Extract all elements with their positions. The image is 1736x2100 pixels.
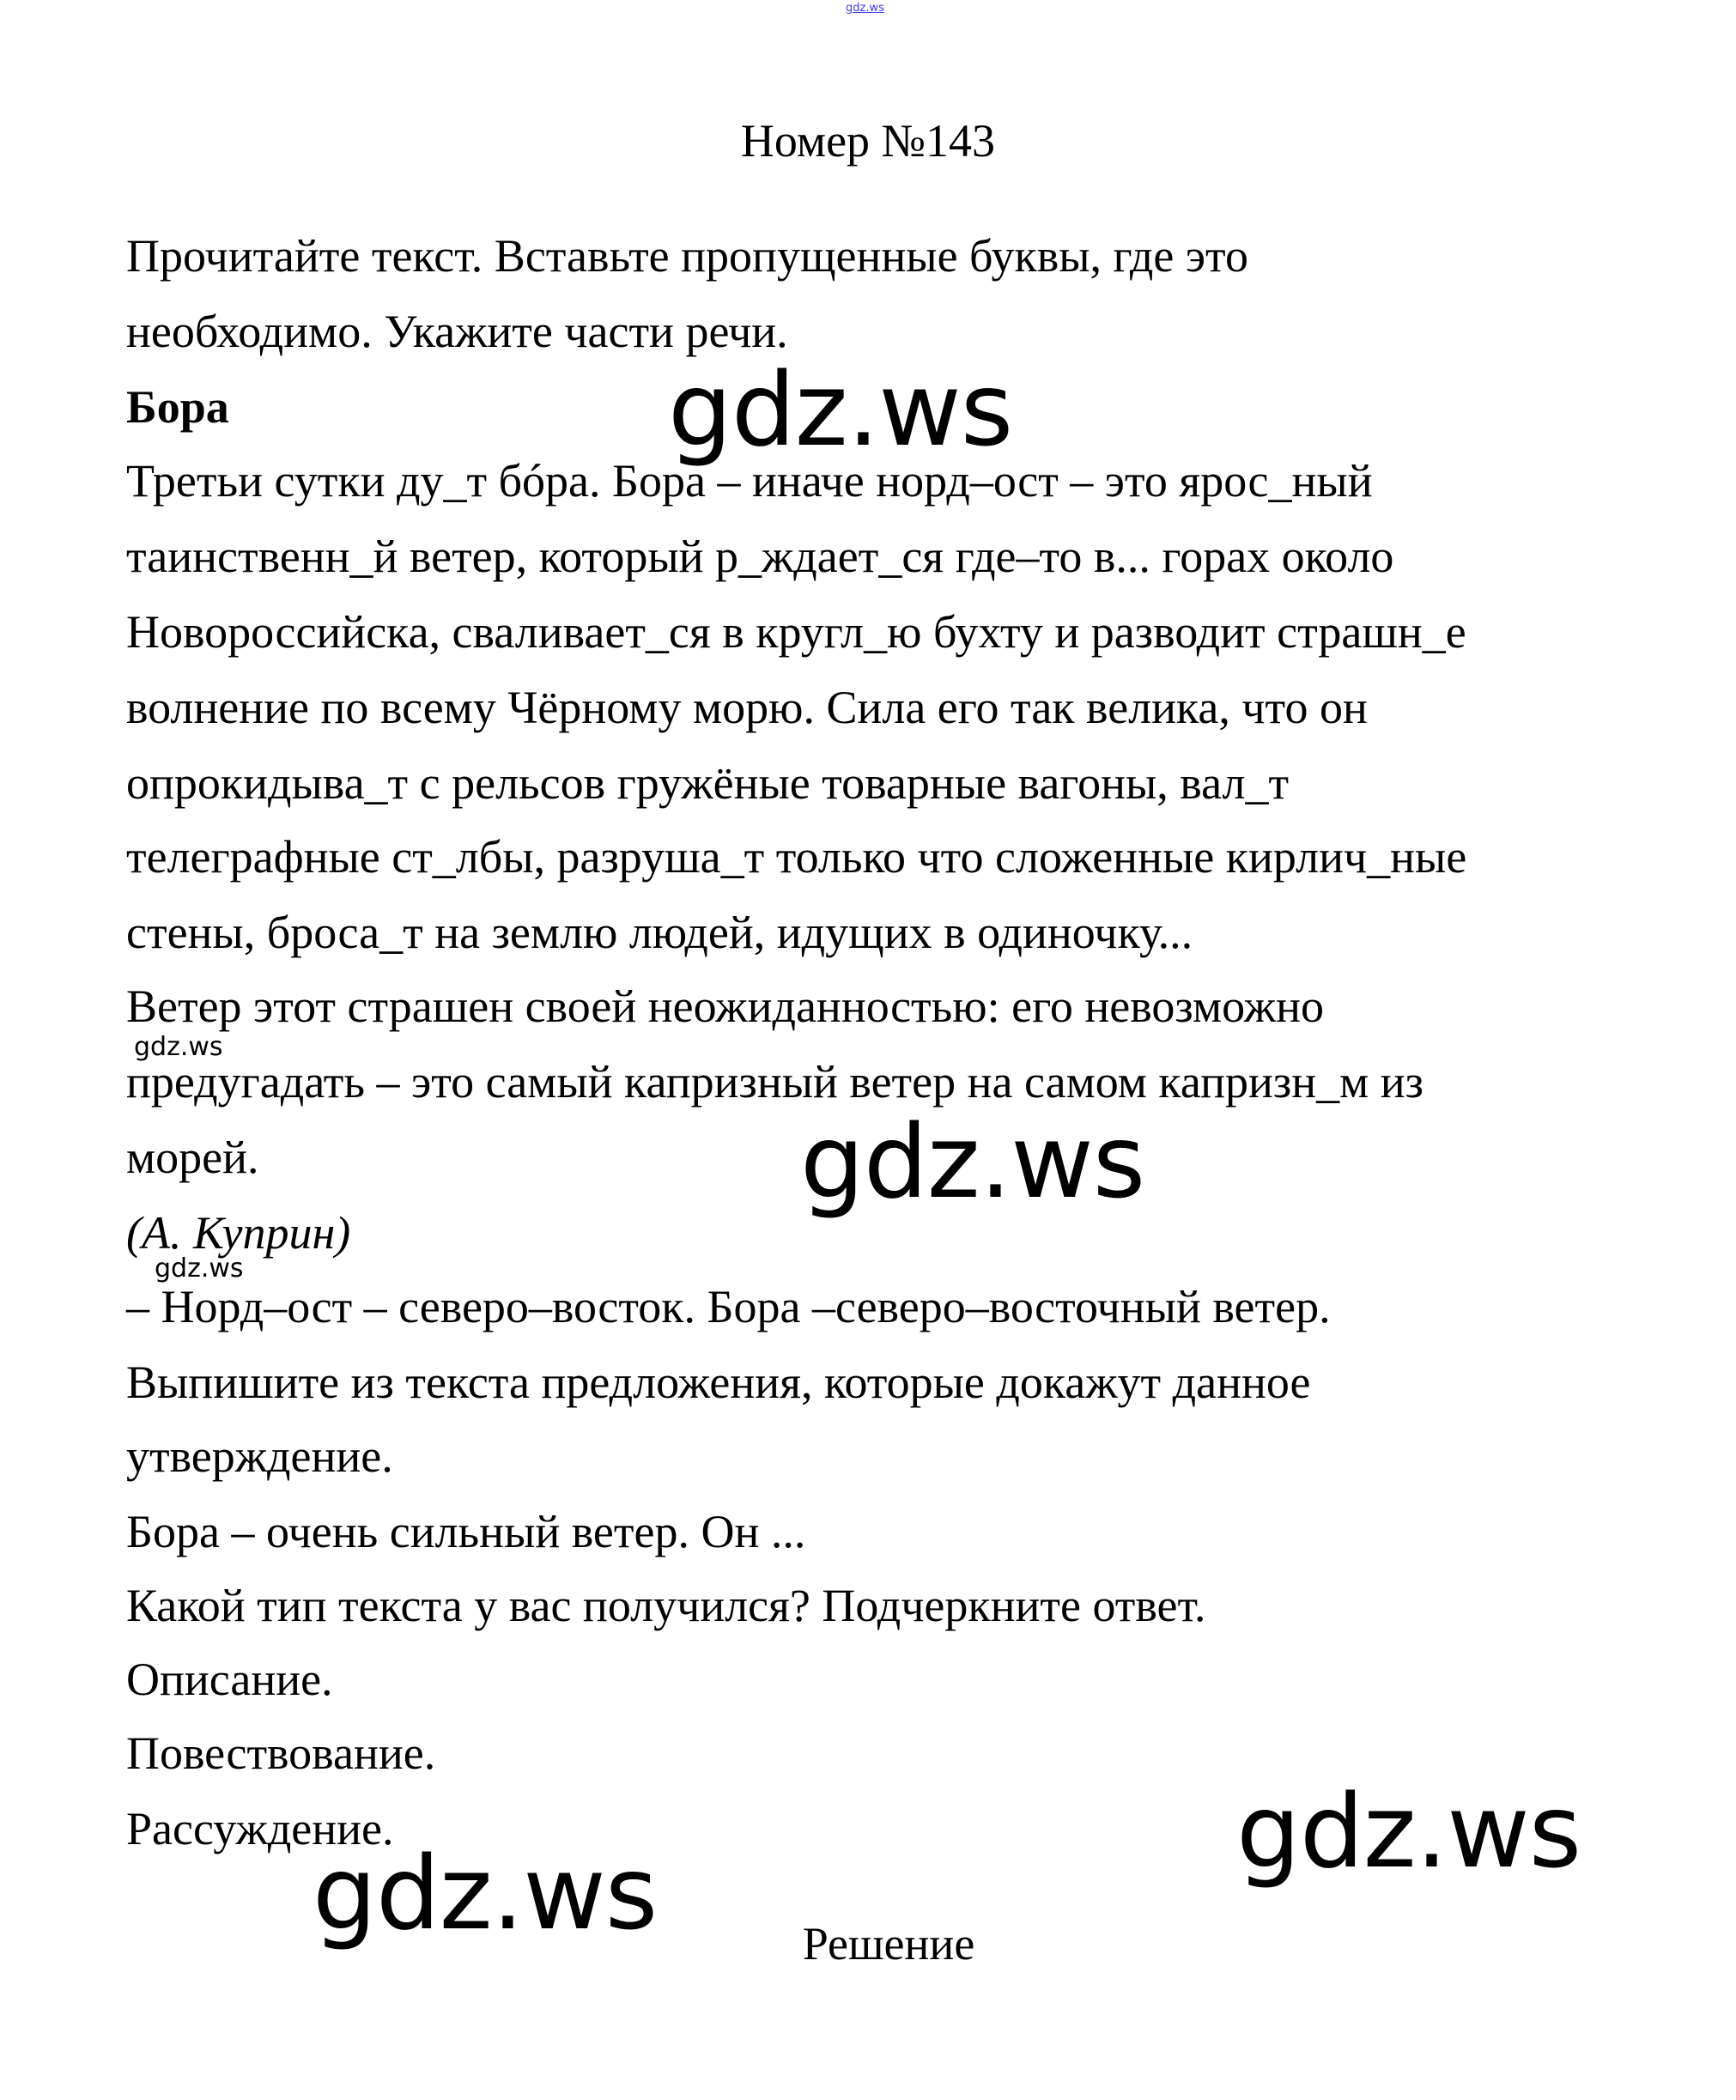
watermark-large: gdz.ws [313,1834,658,1952]
top-site-link[interactable]: gdz.ws [846,2,884,15]
watermark-small: gdz.ws [134,1032,223,1062]
followup-line: – Норд–ост – северо–восток. Бора –северо–восточный ветер. [126,1281,1331,1332]
text-line: Новороссийска, сваливает_ся в кругл_ю бухту и разводит страшн_е [126,606,1466,658]
text-line: Ветер этот страшен своей неожиданностью: его невозможно [126,980,1324,1032]
answer-option: Рассуждение. [126,1803,394,1854]
watermark-small: gdz.ws [155,1253,244,1284]
text-line: опрокидыва_т с рельсов гружёные товарные вагоны, вал_т [126,757,1290,809]
author-attribution: (А. Куприн) [126,1207,351,1259]
followup-line: Какой тип текста у вас получился? Подчеркните ответ. [126,1580,1206,1631]
watermark-large: gdz.ws [668,350,1013,469]
text-line: волнение по всему Чёрному морю. Сила его так велика, что он [126,682,1368,733]
text-line: морей. [126,1132,259,1183]
page-title: Номер №143 [740,115,996,167]
followup-line: Выпишите из текста предложения, которые докажут данное [126,1357,1311,1408]
text-line: предугадать – это самый капризный ветер на самом капризн_м из [126,1056,1423,1108]
text-line: стены, броса_т на землю людей, идущих в одиночку... [126,907,1193,958]
text-line: таинственн_й ветер, который р_ждает_ся где–то в... горах около [126,531,1394,582]
solution-label: Решение [802,1918,975,1970]
answer-option: Повествование. [126,1727,436,1779]
instruction-line: Прочитайте текст. Вставьте пропущенные буквы, где это [126,230,1248,282]
followup-line: утверждение. [126,1430,393,1482]
answer-option: Описание. [126,1654,333,1705]
text-line: телеграфные ст_лбы, разруша_т только что сложенные кирлич_ные [126,831,1467,883]
text-line: Третьи сутки ду_т бóра. Бора – иначе норд–ост – это ярос_ный [126,455,1373,507]
instruction-line: необходимо. Укажите части речи. [126,306,788,357]
text-title: Бора [126,381,229,433]
followup-line: Бора – очень сильный ветер. Он ... [126,1506,806,1557]
watermark-large: gdz.ws [1236,1772,1581,1891]
watermark-large: gdz.ws [800,1102,1145,1221]
